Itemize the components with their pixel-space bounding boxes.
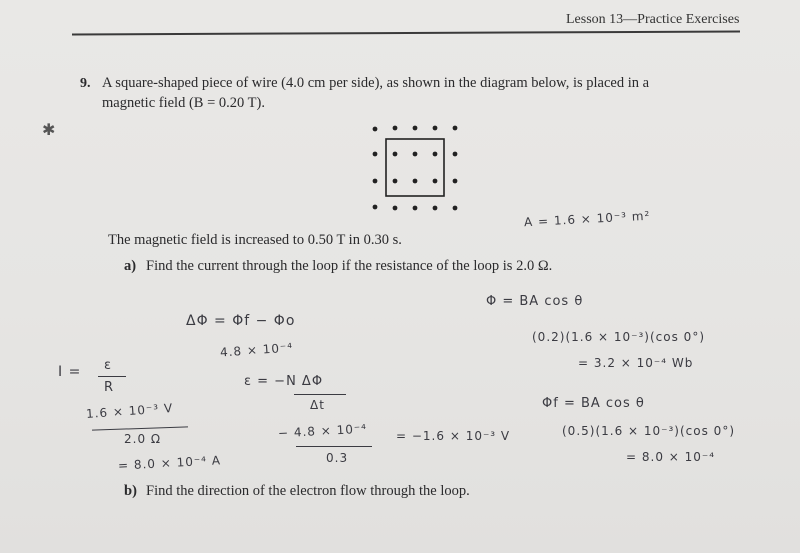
field-dot	[413, 206, 418, 211]
hand-current-sub-num: 1.6 × 10⁻³ V	[85, 400, 174, 422]
field-dot	[453, 126, 458, 131]
hand-current-sub-bar	[92, 426, 188, 430]
hand-phi-f-result: = 8.0 × 10⁻⁴	[626, 450, 716, 464]
hand-phi-formula: Φ = BA cos θ	[486, 294, 584, 309]
field-dot	[413, 179, 418, 184]
part-b-label: b)	[124, 483, 137, 499]
hand-current-den: R	[104, 380, 115, 395]
hand-emf-sub-den: 0.3	[326, 451, 349, 465]
field-dot	[373, 205, 378, 210]
lesson-header: Lesson 13—Practice Exercises	[566, 12, 740, 27]
field-dot	[413, 152, 418, 157]
field-diagram	[360, 118, 470, 216]
margin-star-mark: ✱	[42, 120, 56, 139]
part-a-label: a)	[124, 258, 137, 274]
field-dot	[393, 152, 398, 157]
hand-current-result: = 8.0 × 10⁻⁴ A	[117, 453, 222, 473]
field-dot	[393, 206, 398, 211]
hand-phi-f-sub: (0.5)(1.6 × 10⁻³)(cos 0°)	[562, 424, 735, 438]
hand-area: A = 1.6 × 10⁻³ m²	[523, 208, 651, 230]
field-increase-text: The magnetic field is increased to 0.50 T in 0.30 s.	[108, 232, 402, 248]
field-dot	[433, 152, 438, 157]
question-number: 9.	[80, 76, 91, 91]
hand-emf-formula: ε = −N ΔΦ	[244, 374, 324, 389]
hand-emf-result: = −1.6 × 10⁻³ V	[396, 429, 511, 443]
hand-emf-sub-num: − 4.8 × 10⁻⁴	[277, 421, 368, 441]
field-dot	[433, 126, 438, 131]
hand-phi-f-formula: Φf = BA cos θ	[542, 396, 645, 411]
field-dot	[433, 179, 438, 184]
field-dot	[373, 152, 378, 157]
question-line-2: magnetic field (B = 0.20 T).	[102, 95, 265, 111]
field-dot	[453, 179, 458, 184]
part-b-text: Find the direction of the electron flow through the loop.	[146, 483, 470, 499]
hand-phi-sub: (0.2)(1.6 × 10⁻³)(cos 0°)	[532, 330, 705, 344]
hand-emf-bar	[294, 394, 346, 395]
hand-current-i: I =	[58, 364, 82, 380]
question-text	[102, 73, 742, 113]
header-rule	[72, 31, 740, 36]
hand-phi-result: = 3.2 × 10⁻⁴ Wb	[578, 356, 694, 370]
field-dot	[393, 126, 398, 131]
hand-current-bar	[98, 376, 126, 377]
field-dot	[373, 127, 378, 132]
wire-loop	[386, 139, 444, 196]
field-dot	[413, 126, 418, 131]
hand-delta-phi-val: 4.8 × 10⁻⁴	[219, 340, 294, 360]
part-a-text: Find the current through the loop if the resistance of the loop is 2.0 Ω.	[146, 258, 553, 274]
field-dot	[453, 152, 458, 157]
hand-current-sub-den: 2.0 Ω	[124, 432, 162, 446]
field-dot	[373, 179, 378, 184]
hand-delta-phi-def: ΔΦ = Φf − Φo	[186, 313, 296, 329]
hand-emf-sub-bar	[296, 446, 372, 447]
field-dot	[393, 179, 398, 184]
field-dot	[433, 206, 438, 211]
field-dot	[453, 206, 458, 211]
hand-current-num: ε	[104, 358, 113, 373]
hand-emf-den: Δt	[310, 398, 325, 412]
question-line-1: A square-shaped piece of wire (4.0 cm per side), as shown in the diagram below, is placed in a	[102, 75, 650, 91]
